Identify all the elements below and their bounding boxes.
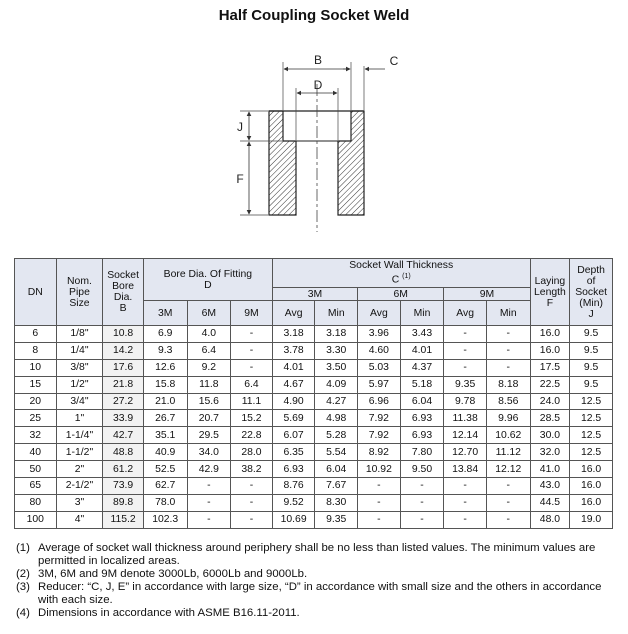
table-cell: - <box>400 494 444 511</box>
header-wall-6m: 6M <box>358 288 444 301</box>
note-item <box>16 542 614 568</box>
table-cell: 2" <box>56 461 103 478</box>
table-cell: 3.96 <box>358 326 401 343</box>
table-row <box>15 393 613 410</box>
table-cell: 4.67 <box>272 376 315 393</box>
table-cell: 62.7 <box>143 478 187 495</box>
table-cell: 8.56 <box>486 393 530 410</box>
table-cell: - <box>486 511 530 528</box>
table-cell: 3.30 <box>315 342 358 359</box>
table-cell: 38.2 <box>231 461 273 478</box>
table-cell: - <box>444 478 487 495</box>
header-bore-9m: 9M <box>231 301 273 326</box>
table-cell: 20.7 <box>187 410 231 427</box>
table-cell: 11.12 <box>486 444 530 461</box>
table-cell: 5.54 <box>315 444 358 461</box>
table-cell: 26.7 <box>143 410 187 427</box>
table-cell: - <box>358 511 401 528</box>
table-body <box>15 326 613 529</box>
table-cell: 1-1/4" <box>56 427 103 444</box>
table-cell: 15.8 <box>143 376 187 393</box>
table-cell: - <box>486 326 530 343</box>
table-cell: 9.52 <box>272 494 315 511</box>
table-cell: 9.35 <box>315 511 358 528</box>
table-row <box>15 342 613 359</box>
table-row <box>15 478 613 495</box>
table-cell: 4.60 <box>358 342 401 359</box>
table-cell: 6.93 <box>272 461 315 478</box>
table-cell: 3.18 <box>272 326 315 343</box>
header-wall-9m: 9M <box>444 288 530 301</box>
label-j: J <box>237 120 243 134</box>
table-cell: 1" <box>56 410 103 427</box>
table-cell: 40 <box>15 444 57 461</box>
table-cell: - <box>231 326 273 343</box>
table-cell: 10.69 <box>272 511 315 528</box>
table-cell: 19.0 <box>570 511 613 528</box>
table-row <box>15 494 613 511</box>
table-cell: 25 <box>15 410 57 427</box>
table-cell: 17.5 <box>530 359 570 376</box>
dimension-table <box>14 258 613 529</box>
table-row <box>15 376 613 393</box>
table-cell: 7.80 <box>400 444 444 461</box>
table-cell: 1/2" <box>56 376 103 393</box>
table-cell: 102.3 <box>143 511 187 528</box>
table-cell: - <box>486 478 530 495</box>
table-cell: 9.2 <box>187 359 231 376</box>
table-cell: 115.2 <box>103 511 144 528</box>
table-cell: 89.8 <box>103 494 144 511</box>
table-cell: 16.0 <box>570 478 613 495</box>
table-cell: 44.5 <box>530 494 570 511</box>
header-dn: DN <box>15 259 57 326</box>
table-cell: - <box>444 326 487 343</box>
table-cell: 15.6 <box>187 393 231 410</box>
table-cell: 16.0 <box>570 494 613 511</box>
right-wall-hatch <box>338 111 364 215</box>
table-cell: 30.0 <box>530 427 570 444</box>
table-cell: 5.18 <box>400 376 444 393</box>
table-cell: 12.5 <box>570 393 613 410</box>
table-cell: - <box>486 359 530 376</box>
table-cell: 3" <box>56 494 103 511</box>
table-cell: 6.93 <box>400 427 444 444</box>
table-cell: 11.38 <box>444 410 487 427</box>
table-cell: 4.37 <box>400 359 444 376</box>
table-cell: 48.0 <box>530 511 570 528</box>
table-cell: - <box>231 511 273 528</box>
table-cell: 11.1 <box>231 393 273 410</box>
table-cell: 9.3 <box>143 342 187 359</box>
header-avg-3m: Avg <box>272 301 315 326</box>
left-wall-hatch <box>269 111 296 215</box>
table-cell: 9.5 <box>570 376 613 393</box>
table-cell: 8.30 <box>315 494 358 511</box>
table-cell: - <box>358 494 401 511</box>
table-cell: 7.92 <box>358 427 401 444</box>
table-cell: 27.2 <box>103 393 144 410</box>
table-cell: 9.35 <box>444 376 487 393</box>
table-cell: 22.5 <box>530 376 570 393</box>
table-cell: 12.6 <box>143 359 187 376</box>
table-cell: - <box>231 478 273 495</box>
header-nps: Nom. Pipe Size <box>56 259 103 326</box>
table-cell: 100 <box>15 511 57 528</box>
table-cell: 6.07 <box>272 427 315 444</box>
table-cell: 5.97 <box>358 376 401 393</box>
table-cell: 16.0 <box>530 326 570 343</box>
table-cell: 28.0 <box>231 444 273 461</box>
table-cell: - <box>187 478 231 495</box>
table-cell: 5.28 <box>315 427 358 444</box>
table-cell: 3.78 <box>272 342 315 359</box>
table-cell: 12.14 <box>444 427 487 444</box>
header-bore-fitting: Bore Dia. Of Fitting D <box>143 259 272 301</box>
table-cell: 12.12 <box>486 461 530 478</box>
note-number: (3) <box>16 581 30 593</box>
table-cell: 42.7 <box>103 427 144 444</box>
table-cell: 4" <box>56 511 103 528</box>
table-cell: 6.93 <box>400 410 444 427</box>
table-cell: 6 <box>15 326 57 343</box>
header-min-6m: Min <box>400 301 444 326</box>
table-cell: 4.27 <box>315 393 358 410</box>
table-cell: - <box>187 511 231 528</box>
table-cell: 13.84 <box>444 461 487 478</box>
table-cell: 16.0 <box>530 342 570 359</box>
header-bore-6m: 6M <box>187 301 231 326</box>
table-cell: 17.6 <box>103 359 144 376</box>
table-cell: 1/4" <box>56 342 103 359</box>
note-text: Dimensions in accordance with ASME B16.11-2011. <box>38 607 300 619</box>
table-cell: 3/4" <box>56 393 103 410</box>
table-cell: 33.9 <box>103 410 144 427</box>
note-text: Reducer: “C, J, E” in accordance with large size, “D” in accordance with small size and the others in accordance with each size. <box>38 581 602 606</box>
table-cell: 10 <box>15 359 57 376</box>
table-cell: 16.0 <box>570 461 613 478</box>
table-cell: 4.09 <box>315 376 358 393</box>
label-b: B <box>313 53 323 67</box>
header-socket-depth: Depth of Socket (Min) J <box>570 259 613 326</box>
table-cell: - <box>358 478 401 495</box>
table-cell: - <box>444 511 487 528</box>
table-cell: 5.69 <box>272 410 315 427</box>
table-cell: 10.8 <box>103 326 144 343</box>
table-row <box>15 359 613 376</box>
note-number: (1) <box>16 542 30 554</box>
table-cell: 15.2 <box>231 410 273 427</box>
table-cell: - <box>400 511 444 528</box>
table-cell: 21.0 <box>143 393 187 410</box>
table-cell: 14.2 <box>103 342 144 359</box>
header-socket-bore: Socket Bore Dia. B <box>103 259 144 326</box>
table-cell: 65 <box>15 478 57 495</box>
table-cell: 22.8 <box>231 427 273 444</box>
table-cell: - <box>486 494 530 511</box>
table-cell: 12.5 <box>570 444 613 461</box>
header-avg-9m: Avg <box>444 301 487 326</box>
table-cell: 7.92 <box>358 410 401 427</box>
table-cell: 1-1/2" <box>56 444 103 461</box>
table-cell: 21.8 <box>103 376 144 393</box>
table-cell: 6.4 <box>187 342 231 359</box>
table-cell: - <box>231 359 273 376</box>
note-number: (2) <box>16 568 30 580</box>
table-cell: 32 <box>15 427 57 444</box>
table-cell: 4.98 <box>315 410 358 427</box>
table-cell: 43.0 <box>530 478 570 495</box>
table-row <box>15 427 613 444</box>
note-text: Average of socket wall thickness around periphery shall be no less than listed values. The minimum values are permitted in localized areas. <box>38 542 596 567</box>
header-min-9m: Min <box>486 301 530 326</box>
table-cell: 32.0 <box>530 444 570 461</box>
header-avg-6m: Avg <box>358 301 401 326</box>
header-wall-thickness: Socket Wall Thickness C $^{(1)}$ <box>272 259 530 288</box>
table-cell: 41.0 <box>530 461 570 478</box>
label-c: C <box>389 54 399 68</box>
table-cell: - <box>187 494 231 511</box>
table-cell: - <box>231 342 273 359</box>
header-laying-length: Laying Length F <box>530 259 570 326</box>
table-cell: 12.5 <box>570 410 613 427</box>
table-cell: 10.62 <box>486 427 530 444</box>
table-cell: 34.0 <box>187 444 231 461</box>
table-cell: 8 <box>15 342 57 359</box>
table-cell: - <box>444 359 487 376</box>
table-cell: 8.18 <box>486 376 530 393</box>
half-coupling-drawing <box>0 0 628 258</box>
note-item <box>16 568 614 581</box>
table-cell: 52.5 <box>143 461 187 478</box>
notes <box>16 542 614 620</box>
header-min-3m: Min <box>315 301 358 326</box>
table-cell: 6.96 <box>358 393 401 410</box>
note-item <box>16 607 614 620</box>
label-d: D <box>313 78 323 92</box>
table-cell: 61.2 <box>103 461 144 478</box>
header-wall-3m: 3M <box>272 288 357 301</box>
table-cell: 73.9 <box>103 478 144 495</box>
table-cell: 6.04 <box>315 461 358 478</box>
table-cell: 4.90 <box>272 393 315 410</box>
table-cell: 80 <box>15 494 57 511</box>
note-item <box>16 581 614 607</box>
table-cell: 8.92 <box>358 444 401 461</box>
table-row <box>15 444 613 461</box>
table-cell: 4.0 <box>187 326 231 343</box>
table-cell: - <box>400 478 444 495</box>
page-title: Half Coupling Socket Weld <box>218 7 410 24</box>
table-cell: 15 <box>15 376 57 393</box>
table-cell: 6.4 <box>231 376 273 393</box>
table-cell: 3.18 <box>315 326 358 343</box>
table-cell: 7.67 <box>315 478 358 495</box>
table-cell: 42.9 <box>187 461 231 478</box>
table-cell: 4.01 <box>400 342 444 359</box>
table-cell: 20 <box>15 393 57 410</box>
table-cell: 9.5 <box>570 326 613 343</box>
table-cell: 10.92 <box>358 461 401 478</box>
table-cell: 5.03 <box>358 359 401 376</box>
note-number: (4) <box>16 607 30 619</box>
table-cell: 1/8" <box>56 326 103 343</box>
table-cell: 3/8" <box>56 359 103 376</box>
table-cell: 35.1 <box>143 427 187 444</box>
table-cell: 6.35 <box>272 444 315 461</box>
table-cell: - <box>444 342 487 359</box>
table-row <box>15 326 613 343</box>
table-cell: - <box>231 494 273 511</box>
table-cell: 9.96 <box>486 410 530 427</box>
table-cell: - <box>444 494 487 511</box>
table-row <box>15 410 613 427</box>
table-cell: 3.43 <box>400 326 444 343</box>
table-cell: 9.5 <box>570 359 613 376</box>
table-cell: 50 <box>15 461 57 478</box>
table-cell: 9.78 <box>444 393 487 410</box>
table-cell: 28.5 <box>530 410 570 427</box>
label-f: F <box>236 172 244 186</box>
table-cell: 48.8 <box>103 444 144 461</box>
table-row <box>15 461 613 478</box>
table-cell: 8.76 <box>272 478 315 495</box>
table-cell: 9.5 <box>570 342 613 359</box>
table-cell: 9.50 <box>400 461 444 478</box>
table-cell: 24.0 <box>530 393 570 410</box>
table-cell: 4.01 <box>272 359 315 376</box>
table-cell: 78.0 <box>143 494 187 511</box>
table-cell: 29.5 <box>187 427 231 444</box>
table-cell: 12.70 <box>444 444 487 461</box>
table-row <box>15 511 613 528</box>
table-cell: 6.9 <box>143 326 187 343</box>
table-cell: 40.9 <box>143 444 187 461</box>
table-cell: 3.50 <box>315 359 358 376</box>
table-cell: 2-1/2" <box>56 478 103 495</box>
table-cell: - <box>486 342 530 359</box>
note-text: 3M, 6M and 9M denote 3000Lb, 6000Lb and 9000Lb. <box>38 568 308 580</box>
table-cell: 6.04 <box>400 393 444 410</box>
table-cell: 12.5 <box>570 427 613 444</box>
header-bore-3m: 3M <box>143 301 187 326</box>
table-cell: 11.8 <box>187 376 231 393</box>
